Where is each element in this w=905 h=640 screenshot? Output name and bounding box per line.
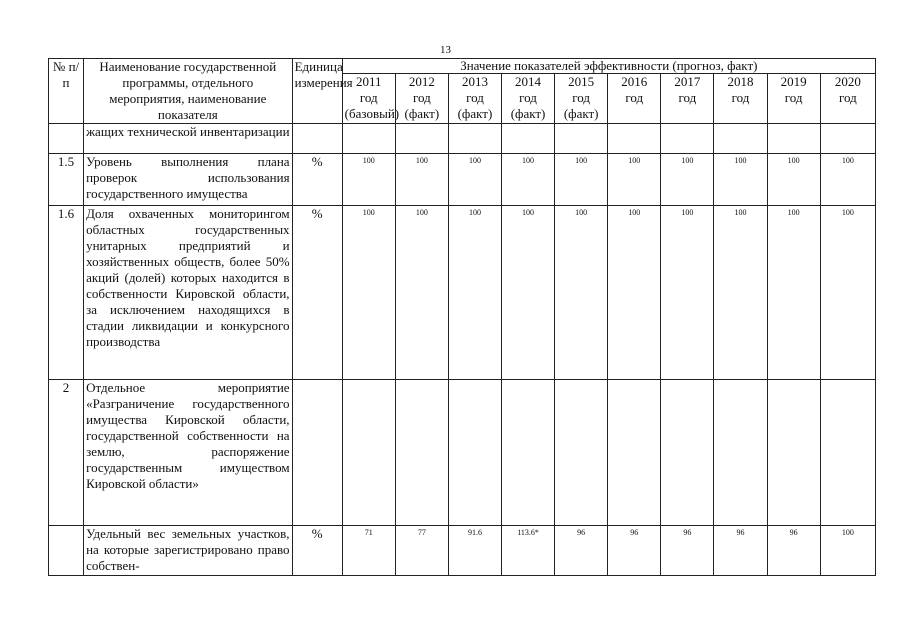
indicator-name: жащих технической инвентаризации	[84, 124, 292, 154]
value-cell	[820, 124, 875, 154]
value-cell: 96	[608, 526, 661, 576]
year-header	[714, 74, 767, 124]
value-cell: 77	[395, 526, 448, 576]
value-cell	[502, 124, 555, 154]
year-note: год	[838, 90, 857, 106]
value-cell	[555, 380, 608, 526]
year-label: 2020	[834, 74, 861, 90]
unit-cell: %	[292, 206, 342, 380]
values-group-header: Значение показателей эффективности (прогноз, факт)	[342, 59, 875, 74]
value-cell	[661, 124, 714, 154]
year-note: год (факт)	[510, 90, 546, 122]
year-label: 2015	[568, 74, 595, 90]
year-note: год (факт)	[457, 90, 493, 122]
value-cell	[555, 124, 608, 154]
value-cell: 100	[661, 206, 714, 380]
year-header	[767, 74, 820, 124]
row-number: 1.6	[49, 206, 84, 380]
value-cell: 100	[767, 154, 820, 206]
year-note: год	[731, 90, 750, 106]
unit-cell: %	[292, 154, 342, 206]
unit-header: Единица измерения	[292, 59, 342, 124]
value-cell	[608, 124, 661, 154]
year-label: 2012	[408, 74, 435, 90]
value-cell: 100	[661, 154, 714, 206]
value-cell: 100	[714, 206, 767, 380]
value-cell: 100	[714, 154, 767, 206]
value-cell	[608, 380, 661, 526]
table-row	[49, 124, 876, 154]
row-number	[49, 526, 84, 576]
table-row	[49, 526, 876, 576]
year-label: 2019	[780, 74, 807, 90]
value-cell: 100	[502, 154, 555, 206]
value-cell: 100	[608, 206, 661, 380]
year-note: год (факт)	[563, 90, 599, 122]
indicators-table	[48, 58, 876, 576]
indicator-name: Доля охваченных мониторингом областных государственных унитарных предприятий и хозяйственных обществ, более 50% акций (долей) которых находится в собственности Кировской области, за исключением находящихся в стадии ликвидации и конкурсного производства	[84, 206, 292, 380]
name-header: Наименование государственной программы, отдельного мероприятия, наименование показателя	[84, 59, 292, 124]
year-note: год	[784, 90, 803, 106]
year-note: год (базовый)	[344, 90, 400, 122]
num-header: № п/п	[49, 59, 84, 124]
value-cell	[714, 124, 767, 154]
value-cell: 100	[555, 154, 608, 206]
value-cell: 100	[608, 154, 661, 206]
value-cell	[448, 380, 501, 526]
year-note: год (факт)	[404, 90, 440, 122]
unit-cell: %	[292, 526, 342, 576]
value-cell: 71	[342, 526, 395, 576]
year-header	[661, 74, 714, 124]
year-header	[820, 74, 875, 124]
unit-cell	[292, 124, 342, 154]
value-cell: 100	[820, 154, 875, 206]
value-cell: 100	[555, 206, 608, 380]
value-cell	[767, 380, 820, 526]
indicator-name: Удельный вес земельных участков, на которые зарегистрировано право собствен-	[84, 526, 292, 576]
value-cell: 100	[448, 154, 501, 206]
year-label: 2014	[515, 74, 542, 90]
table-row	[49, 154, 876, 206]
unit-cell	[292, 380, 342, 526]
value-cell: 100	[342, 206, 395, 380]
value-cell	[820, 380, 875, 526]
year-label: 2017	[674, 74, 701, 90]
value-cell	[448, 124, 501, 154]
value-cell: 96	[661, 526, 714, 576]
value-cell: 113.6*	[502, 526, 555, 576]
year-label: 2016	[621, 74, 648, 90]
value-cell	[342, 124, 395, 154]
value-cell: 96	[714, 526, 767, 576]
year-header	[608, 74, 661, 124]
year-label: 2018	[727, 74, 754, 90]
table-row	[49, 206, 876, 380]
page-number: 13	[440, 44, 451, 56]
row-number: 2	[49, 380, 84, 526]
value-cell: 100	[395, 154, 448, 206]
value-cell: 91.6	[448, 526, 501, 576]
value-cell: 100	[342, 154, 395, 206]
year-note: год	[678, 90, 697, 106]
year-label: 2013	[461, 74, 488, 90]
year-header	[395, 74, 448, 124]
value-cell	[502, 380, 555, 526]
indicator-name: Уровень выполнения плана проверок использования государственного имущества	[84, 154, 292, 206]
value-cell	[395, 380, 448, 526]
year-header	[502, 74, 555, 124]
value-cell	[767, 124, 820, 154]
row-number	[49, 124, 84, 154]
table-row	[49, 380, 876, 526]
value-cell	[342, 380, 395, 526]
value-cell: 100	[448, 206, 501, 380]
value-cell: 96	[555, 526, 608, 576]
year-note: год	[625, 90, 644, 106]
indicator-name: Отдельное мероприятие «Разграничение государственного имущества Кировской области, государственной собственности на землю, распоряжение государственным имуществом Кировской области»	[84, 380, 292, 526]
row-number: 1.5	[49, 154, 84, 206]
value-cell: 100	[820, 206, 875, 380]
year-label: 2011	[355, 74, 382, 90]
value-cell: 100	[502, 206, 555, 380]
value-cell: 100	[767, 206, 820, 380]
value-cell	[714, 380, 767, 526]
value-cell: 96	[767, 526, 820, 576]
value-cell	[661, 380, 714, 526]
year-header	[448, 74, 501, 124]
value-cell: 100	[820, 526, 875, 576]
value-cell	[395, 124, 448, 154]
year-header	[555, 74, 608, 124]
value-cell: 100	[395, 206, 448, 380]
